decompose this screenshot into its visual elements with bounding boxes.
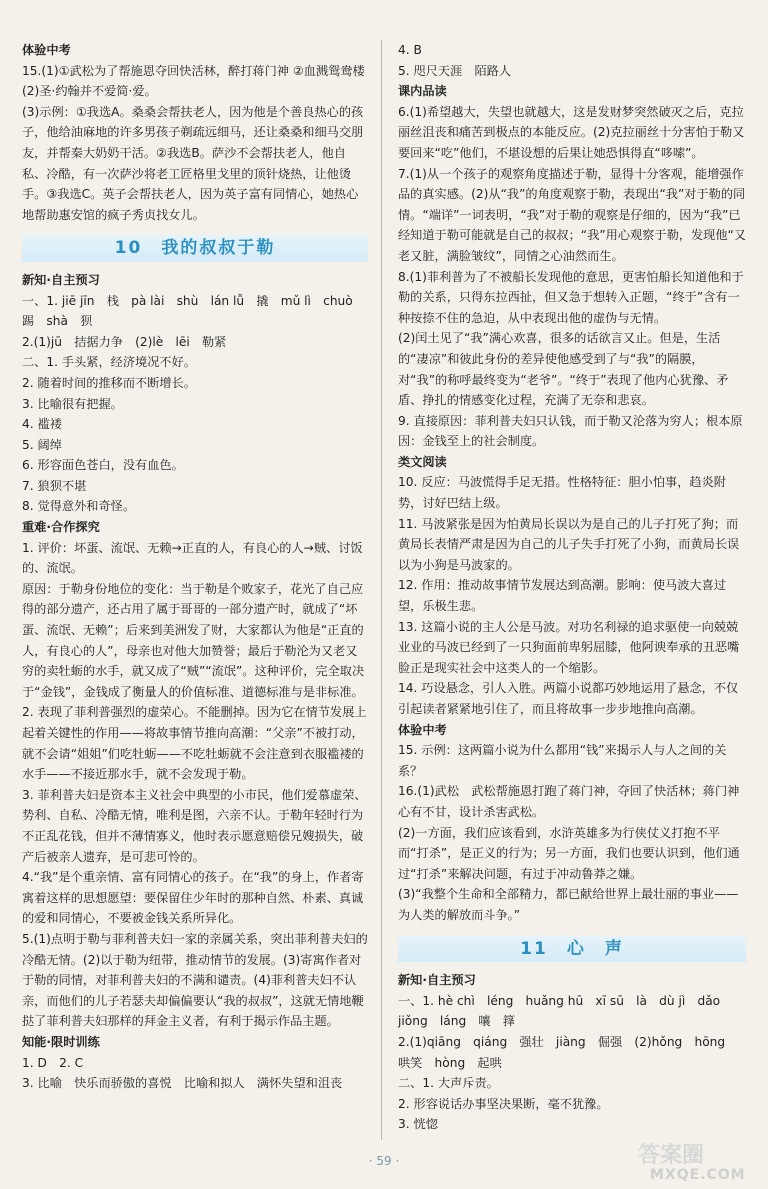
answer-paragraph: 一、1. jiē jīn 栈 pà lài shù lán lǚ 撬 mǔ lì chuò 踢 shà 狈 [22,293,365,329]
answer-paragraph: (2)一方面，我们应该看到，水浒英雄多为行侠仗义打抱不平而“打杀”，是正义的行为；另一方面，我们也要认识到，他们通过“打杀”来解决问题，有过于冲动鲁莽之嫌。 [398,825,740,881]
answer-paragraph: 原因：于勒身份地位的变化：当于勒是个败家子，花光了自己应得的部分遗产，还占用了属于哥哥的一部分遗产时，就成了“坏蛋、流氓、无赖”；后来到美洲发了财，大家都认为他是“正直的人，有良心的人”，母亲也对他大加赞誉；最后于勒沦为又老又穷的卖牡蛎的水手，就又成了“贼”“流氓”。这种评价，完全取决于“金钱”，金钱成了衡量人的价值标准、道德标准与是非标准。 [22,581,365,699]
answer-paragraph: 2. 表现了菲利普强烈的虚荣心。不能删掉。因为它在情节发展上起着关键性的作用——将故事情节推向高潮：“父亲”不被打动，就不会请“姐姐”们吃牡蛎——不吃牡蛎就不会注意到衣服褴褛的水手——不接近那水手，就不会发现于勒。 [22,705,367,782]
answer-paragraph: 4.“我”是个重亲情、富有同情心的孩子。在“我”的身上，作者寄寓着这样的思想愿望：要保留住少年时的那种自然、朴素、真诚的爱和同情心，不要被金钱关系所异化。 [22,870,364,926]
answer-paragraph: 6.(1)希望越大，失望也就越大，这是发财梦突然破灭之后，克拉丽丝沮丧和痛苦到极点的本能反应。(2)克拉丽丝十分害怕于勒又要回来“吃”他们，不堪设想的后果让她恐惧得直“哆嗦”。 [398,104,745,160]
answer-paragraph: 15. 示例：这两篇小说为什么都用“钱”来揭示人与人之间的关系？ [398,743,727,778]
answer-paragraph: 一、1. hè chì léng huǎng hū xī sū là dù jì dǎo jiǒng láng 嚷 箨 [398,993,733,1029]
answer-paragraph: 二、1. 手头紧，经济境况不好。 [22,355,196,370]
answer-paragraph: 2. 形容说话办事坚决果断，毫不犹豫。 [398,1096,609,1111]
answer-paragraph: 12. 作用：推动故事情节发展达到高潮。影响：使马波大喜过望，乐极生悲。 [398,578,726,614]
answer-paragraph: (2)闰土见了“我”满心欢喜，很多的话欲言又止。但是，生活的“凄凉”和彼此身份的差异使他感受到了与“我”的隔膜，对“我”的称呼最终变为“老爷”。“终于”表现了他内心犹豫、矛盾、挣扎的情感变化过程，充满了无奈和悲哀。 [398,331,729,408]
section-heading: 重难·合作探究 [22,520,100,535]
section-heading: 新知·自主预习 [398,973,476,988]
section-heading: 类文阅读 [398,454,447,469]
section-heading: 知能·限时训练 [22,1034,100,1049]
answer-paragraph: (2)圣·约翰并不爱简·爱。 [22,84,157,99]
right-column [398,40,746,1135]
section-heading: 体验中考 [22,43,71,57]
answer-paragraph: 9. 直接原因：菲利普夫妇只认钱，而于勒又沦落为穷人；根本原因：金钱至上的社会制度。 [398,413,743,449]
answer-paragraph: 7.(1)从一个孩子的观察角度描述于勒，显得十分客观，能增强作品的真实感。(2)从“我”的角度观察于勒，表现出“我”对于勒的同情。“端详”一词表明，“我”对于勒的观察是仔细的，因为“我”已经知道于勒可能就是自己的叔叔；“我”用心观察于勒，发现他“又老又脏，满脸皱纹”，同情之心油然而生。 [398,166,747,263]
answer-paragraph: 4. 褴褛 [22,417,62,432]
answer-paragraph: 1. D 2. C [22,1055,84,1070]
answer-paragraph: 6. 形容面色苍白，没有血色。 [22,458,184,473]
section-heading: 新知·自主预习 [22,272,100,287]
answer-paragraph: 1. 评价：坏蛋、流氓、无赖→正直的人，有良心的人→贼、讨饭的、流氓。 [22,540,363,576]
answer-paragraph: 13. 这篇小说的主人公是马波。对功名利禄的追求驱使一向兢兢业业的马波已经到了一只狗面前卑躬屈膝，他阿谀奉承的丑恶嘴脸正是现实社会中这类人的一个缩影。 [398,619,740,675]
answer-paragraph: 11. 马波紧张是因为怕黄局长误以为是自己的儿子打死了狗；而黄局长表情严肃是因为自己的儿子失手打死了小狗，而黄局长误以为小狗是马波家的。 [398,516,740,572]
answer-paragraph: 7. 狼狈不堪 [22,478,87,493]
answer-paragraph: (3)“我整个生命和全部精力，都已献给世界上最壮丽的事业——为人类的解放而斗争。” [398,887,739,922]
left-column [22,40,368,1094]
answer-paragraph: 5. 咫尺天涯 陌路人 [398,63,512,78]
section-heading: 课内品读 [398,84,447,99]
watermark-main: 答案圈 [638,1143,705,1168]
answer-paragraph: 15.(1)①武松为了帮施恩夺回快活林，醉打蒋门神 ②血溅鸳鸯楼 [22,63,365,78]
watermark-logo [636,1138,754,1182]
chapter-title: 11 心 声 [398,936,746,963]
answer-paragraph: 8. 觉得意外和奇怪。 [22,499,136,514]
answer-paragraph: 2. 随着时间的推移而不断增长。 [22,375,196,390]
answer-paragraph: 10. 反应：马波慌得手足无措。性格特征：胆小怕事，趋炎附势，讨好巴结上级。 [398,475,726,511]
answer-paragraph: 3. 比喻很有把握。 [22,396,123,411]
answer-paragraph: 3. 恍惚 [398,1117,438,1132]
answer-paragraph: 14. 巧设悬念，引人入胜。两篇小说都巧妙地运用了悬念，不仅引起读者紧紧地引住了，而且将故事一步步地推向高潮。 [398,681,739,716]
answer-paragraph: 8.(1)菲利普为了不被船长发现他的意思，更害怕船长知道他和于勒的关系，只得东拉西扯，但又急于想转入正题，“终于”含有一种按捺不住的急迫，从中表现出他的虚伪与无情。 [398,269,744,325]
answer-paragraph: 二、1. 大声斥责。 [398,1076,499,1091]
answer-paragraph: (3)示例：①我选A。桑桑会帮扶老人，因为他是个善良热心的孩子，他给油麻地的许多男孩子剃疏远细马，还让桑桑和细马交朋友，并帮秦大奶奶干活。②我选B。萨沙不会帮扶老人，他自私、冷酷，有一次萨沙将老工匠格里戈里的顶针烧热，让他烫手。③我选C。英子会帮扶老人，因为英子富有同情心，她热心地帮助惠安馆的疯子秀贞找女儿。 [22,104,364,222]
answer-paragraph: 2.(1)qiāng qiáng 强壮 jiàng 倔强 (2)hǒng hōng 哄笑 hòng 起哄 [398,1034,738,1070]
column-divider [381,40,382,1140]
answer-paragraph: 16.(1)武松 武松帮施恩打跑了蒋门神，夺回了快活林；蒋门神心有不甘，设计杀害武松。 [398,784,740,819]
answer-paragraph: 5. 阔绰 [22,437,62,452]
watermark-sub: MXQE.COM [650,1167,746,1182]
answer-paragraph: 5.(1)点明于勒与菲利普夫妇一家的亲属关系，突出菲利普夫妇的冷酷无情。(2)以于勒为纽带，推动情节的发展。(3)寄寓作者对于勒的同情，对菲利普夫妇的不满和谴责。(4)菲利普夫妇不认亲，而他们的儿子若瑟夫却偏偏要认“我的叔叔”，这就无情地鞭挞了菲利普夫妇那样的拜金主义者，有利于揭示作品主题。 [22,931,368,1029]
chapter-title: 10 我的叔叔于勒 [22,235,368,262]
page-number: · 59 · [368,1154,400,1168]
answer-paragraph: 4. B [398,43,422,57]
answer-paragraph: 3. 比喻 快乐而骄傲的喜悦 比喻和拟人 满怀失望和沮丧 [22,1076,343,1091]
answer-paragraph: 2.(1)jū 拮据力争 (2)lè lēi 勒紧 [22,334,227,349]
section-heading: 体验中考 [398,722,447,737]
answer-paragraph: 3. 菲利普夫妇是资本主义社会中典型的小市民，他们爱慕虚荣、势利、自私、冷酷无情，唯利是图，六亲不认。于勒年轻时行为不正乱花钱，但并不薄情寡义，他时表示愿意赔偿兄嫂损失，破产后被亲人遗弃，是可悲可怜的。 [22,787,367,864]
